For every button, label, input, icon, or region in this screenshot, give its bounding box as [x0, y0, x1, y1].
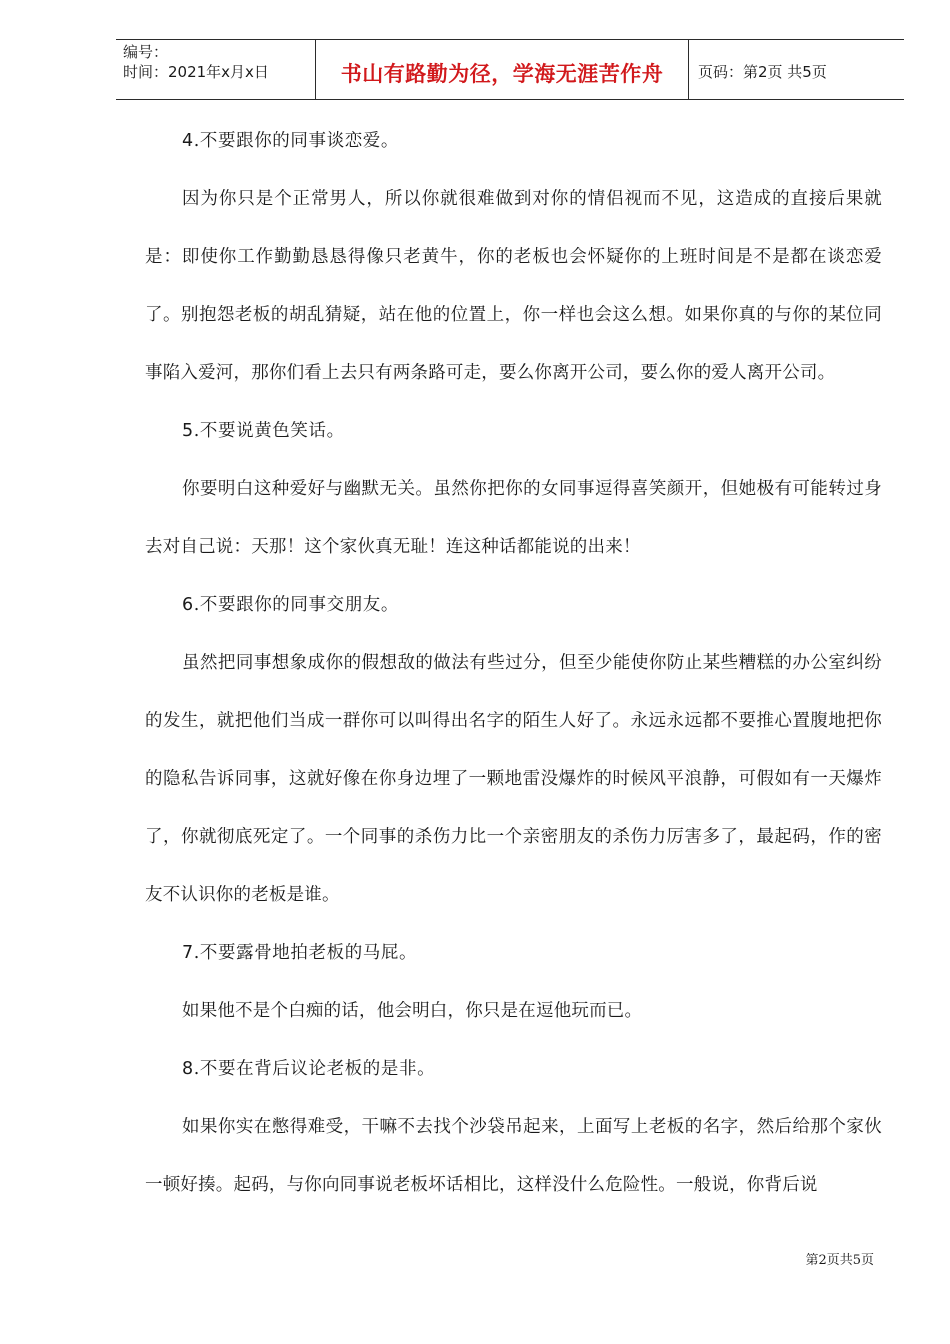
- date-label: 时间：2021年x月x日: [123, 63, 269, 81]
- page-header: [116, 39, 904, 100]
- section-heading-4: 4.不要跟你的同事谈恋爱。: [182, 131, 399, 151]
- section-heading-6: 6.不要跟你的同事交朋友。: [182, 595, 399, 615]
- header-page-info: 页码：第2页 共5页: [698, 63, 827, 81]
- page-footer: [805, 1249, 874, 1268]
- section-heading-7: 7.不要露骨地拍老板的马屁。: [182, 943, 418, 963]
- paragraph: 如果他不是个白痴的话，他会明白，你只是在逗他玩而已。: [182, 1001, 643, 1021]
- paragraph: 虽然把同事想象成你的假想敌的做法有些过分，但至少能使你防止某些糟糕的办公室纠纷的发生，就把他们当成一群你可以叫得出名字的陌生人好了。永远永远都不要推心置腹地把你的隐私告诉同事，这就好像在你身边埋了一颗地雷没爆炸的时候风平浪静，可假如有一天爆炸了，你就彻底死定了。一个同事的杀伤力比一个亲密朋友的杀伤力厉害多了，最起码，作的密友不认识你的老板是谁。: [145, 653, 882, 905]
- footer-page-number: 第2页共5页: [805, 1253, 874, 1268]
- header-motto-cell: [316, 40, 689, 99]
- header-motto: 书山有路勤为径，学海无涯苦作舟: [340, 61, 664, 86]
- paragraph: 如果你实在憋得难受，干嘛不去找个沙袋吊起来，上面写上老板的名字，然后给那个家伙一顿好揍。起码，与你向同事说老板坏话相比，这样没什么危险性。一般说，你背后说: [145, 1117, 882, 1195]
- paragraph: 因为你只是个正常男人，所以你就很难做到对你的情侣视而不见，这造成的直接后果就是：即使你工作勤勤恳恳得像只老黄牛，你的老板也会怀疑你的上班时间是不是都在谈恋爱了。别抱怨老板的胡乱猜疑，站在他的位置上，你一样也会这么想。如果你真的与你的某位同事陷入爱河，那你们看上去只有两条路可走，要么你离开公司，要么你的爱人离开公司。: [145, 189, 882, 383]
- section-heading-8: 8.不要在背后议论老板的是非。: [182, 1059, 436, 1079]
- paragraph: 你要明白这种爱好与幽默无关。虽然你把你的女同事逗得喜笑颜开，但她极有可能转过身去对自己说：天那！这个家伙真无耻！连这种话都能说的出来！: [145, 479, 882, 557]
- document-body: [145, 112, 882, 1214]
- serial-number-label: 编号：: [123, 43, 169, 61]
- section-heading-5: 5.不要说黄色笑话。: [182, 421, 345, 441]
- header-page-cell: [689, 40, 904, 99]
- header-meta-cell: [116, 40, 316, 99]
